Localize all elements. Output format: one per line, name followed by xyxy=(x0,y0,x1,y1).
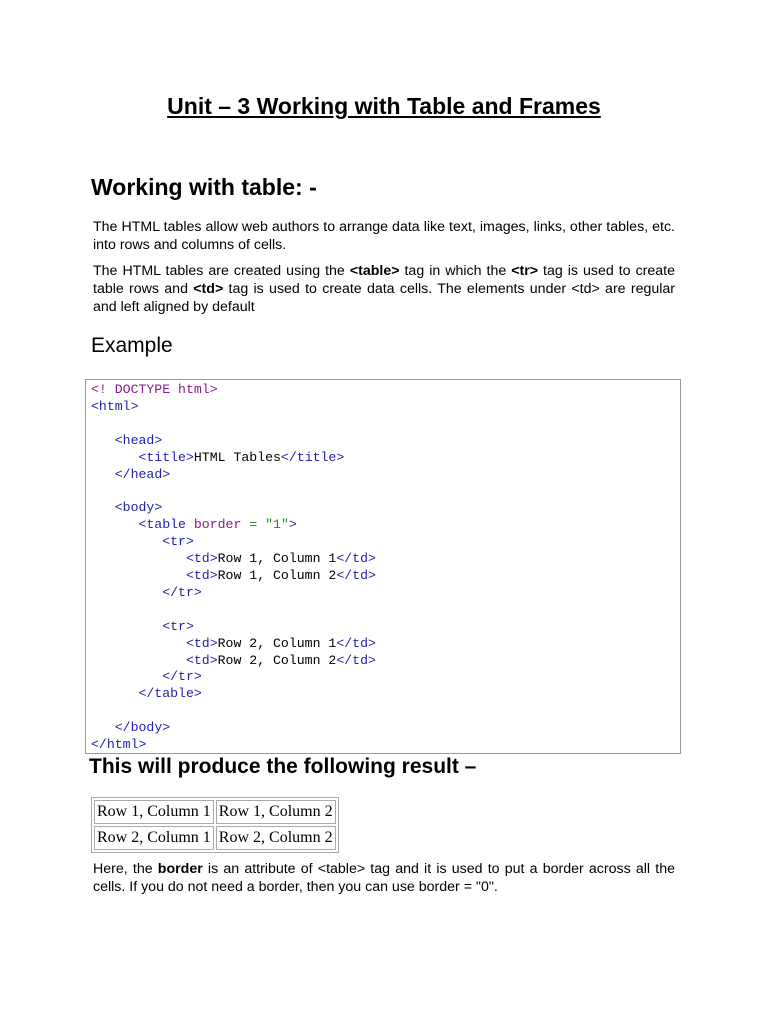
code-tag: </html> xyxy=(91,737,147,753)
code-tag: > xyxy=(288,517,297,533)
code-text: HTML Tables xyxy=(193,449,281,465)
code-attribute: border xyxy=(193,517,242,533)
code-tag: </tr> xyxy=(162,584,202,600)
text-fragment: tag is used to create data cells. The elements under <td> are regular and left aligned by default xyxy=(93,281,676,315)
section-title: Working with table: - xyxy=(91,174,317,200)
code-tag: </td> xyxy=(336,635,376,651)
code-tag: <td> xyxy=(185,635,218,651)
example-label: Example xyxy=(91,334,173,357)
code-text: Row 2, Column 2 xyxy=(217,652,337,668)
page-title: Unit – 3 Working with Table and Frames xyxy=(167,93,601,119)
text-fragment: The HTML tables are created using the xyxy=(93,263,350,279)
code-tag: </title> xyxy=(280,449,345,465)
text-fragment: tag is used to create table rows and xyxy=(93,263,675,297)
code-tag: </head> xyxy=(114,466,171,482)
table-cell: Row 2, Column 1 xyxy=(94,826,214,850)
bold-table-tag: <table> xyxy=(349,263,400,279)
text-fragment: tag in which the xyxy=(399,263,512,279)
code-tag: <html> xyxy=(91,398,139,414)
bold-border-word: border xyxy=(157,861,203,877)
code-doctype: <! DOCTYPE html> xyxy=(91,382,218,397)
code-string: "1" xyxy=(265,517,289,533)
table-row xyxy=(94,800,336,824)
code-example-box xyxy=(85,379,681,754)
code-tag: <body> xyxy=(114,500,163,516)
code-tag: </table> xyxy=(138,686,202,702)
intro-paragraph: The HTML tables allow web authors to arrange data like text, images, links, other tables, etc. into rows and columns of cells. xyxy=(93,219,675,253)
code-tag: <tr> xyxy=(162,534,194,550)
code-tag: <title> xyxy=(138,449,194,465)
code-tag: <tr> xyxy=(162,618,194,634)
table-cell: Row 1, Column 1 xyxy=(94,800,214,824)
code-tag: </td> xyxy=(336,551,376,567)
code-tag: </tr> xyxy=(162,669,202,685)
bold-tr-tag: <tr> xyxy=(511,263,539,279)
code-tag: </body> xyxy=(114,720,171,736)
table-row xyxy=(94,826,336,850)
code-text: Row 2, Column 1 xyxy=(217,635,337,651)
table-tag-paragraph xyxy=(93,262,675,316)
bold-td-tag: <td> xyxy=(193,281,224,297)
code-text: Row 1, Column 2 xyxy=(217,567,337,583)
table-cell: Row 2, Column 2 xyxy=(216,826,336,850)
code-block xyxy=(91,382,376,754)
text-fragment: Here, the xyxy=(93,861,158,877)
code-tag: <head> xyxy=(114,432,163,448)
code-text: Row 1, Column 1 xyxy=(217,551,337,567)
border-paragraph xyxy=(93,860,675,896)
code-tag: <td> xyxy=(185,567,218,583)
code-tag: <td> xyxy=(185,652,218,668)
text-fragment: is an attribute of <table> tag and it is used to put a border across all the cells. If you do not need a border, then you can use border = "0". xyxy=(93,861,675,895)
result-title: This will produce the following result – xyxy=(89,755,482,779)
code-tag: </td> xyxy=(336,652,376,668)
code-operator: = xyxy=(249,517,258,533)
code-tag: </td> xyxy=(336,567,376,583)
code-tag: <td> xyxy=(185,551,218,567)
result-table xyxy=(91,797,339,853)
table-cell: Row 1, Column 2 xyxy=(216,800,336,824)
code-tag: <table xyxy=(138,517,186,533)
